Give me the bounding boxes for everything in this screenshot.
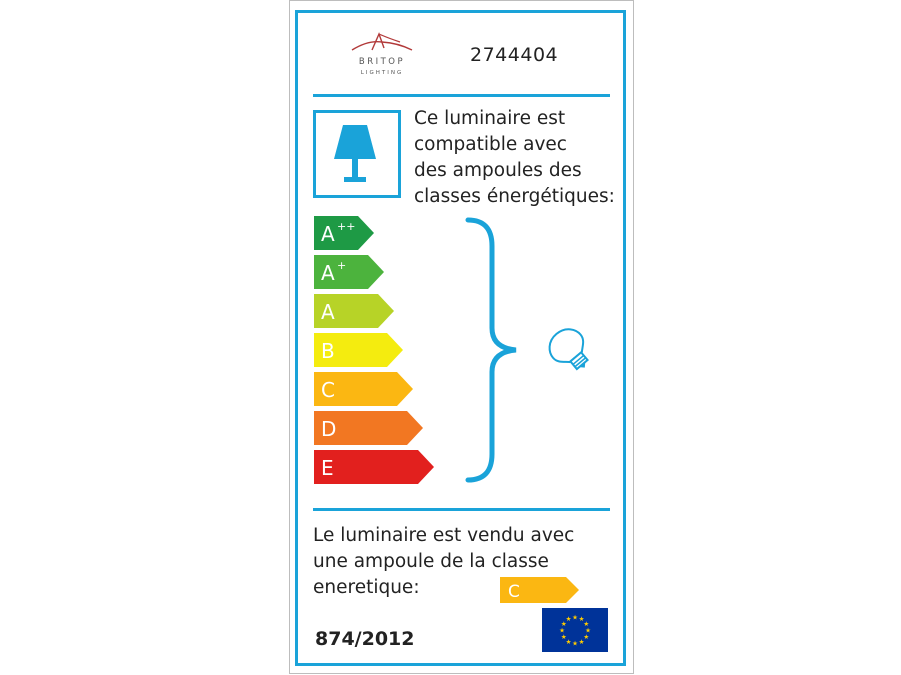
divider-top — [313, 94, 610, 97]
energy-class-c — [314, 372, 415, 404]
light-bulb-icon — [543, 325, 597, 375]
energy-class-label: A — [321, 300, 335, 324]
eu-star-icon: ★ — [583, 620, 590, 628]
compatibility-text — [414, 106, 615, 210]
eu-star-icon: ★ — [572, 613, 578, 622]
brand-sub: LIGHTING — [360, 70, 404, 76]
eu-star-icon: ★ — [565, 637, 572, 646]
eu-star-icon: ★ — [560, 620, 567, 628]
energy-class-label: D — [321, 417, 337, 441]
sold-class-label: C — [508, 582, 520, 602]
eu-star-icon: ★ — [578, 637, 585, 646]
energy-class-a — [314, 294, 396, 326]
compat-line: classes énergétiques: — [414, 186, 615, 207]
energy-class-superscript: ++ — [337, 220, 356, 233]
sold-line: Le luminaire est vendu avec — [313, 525, 575, 546]
regulation-number: 874/2012 — [315, 628, 415, 650]
lamp-icon — [313, 110, 401, 198]
brand-name: BRITOP — [358, 57, 406, 67]
sold-line: eneretique: — [313, 577, 420, 598]
eu-star-icon: ★ — [583, 633, 590, 641]
energy-class-aplus — [314, 255, 386, 287]
eu-star-icon: ★ — [572, 639, 578, 648]
energy-class-d — [314, 411, 425, 443]
divider-bottom — [313, 508, 610, 511]
energy-class-label: E — [321, 456, 334, 480]
curly-bracket — [462, 216, 522, 486]
eu-star-icon: ★ — [578, 615, 585, 624]
energy-class-b — [314, 333, 405, 365]
compat-line: compatible avec — [414, 134, 567, 155]
sold-line: une ampoule de la classe — [313, 551, 549, 572]
energy-class-label: A — [321, 222, 335, 246]
eu-star-icon: ★ — [565, 615, 572, 624]
eu-flag-icon — [542, 608, 608, 652]
energy-class-superscript: + — [337, 259, 347, 272]
sold-class-arrow — [500, 577, 580, 607]
energy-class-e — [314, 450, 436, 482]
eu-star-icon: ★ — [560, 633, 567, 641]
product-number: 2744404 — [470, 44, 559, 66]
compat-line: des ampoules des — [414, 160, 582, 181]
energy-class-label: C — [321, 378, 335, 402]
energy-class-aplusplus — [314, 216, 376, 248]
energy-class-label: B — [321, 339, 335, 363]
compat-line: Ce luminaire est — [414, 108, 566, 129]
energy-class-label: A — [321, 261, 335, 285]
eu-star-icon: ★ — [559, 626, 565, 635]
eu-star-icon: ★ — [585, 626, 591, 635]
britop-logo — [348, 28, 416, 78]
